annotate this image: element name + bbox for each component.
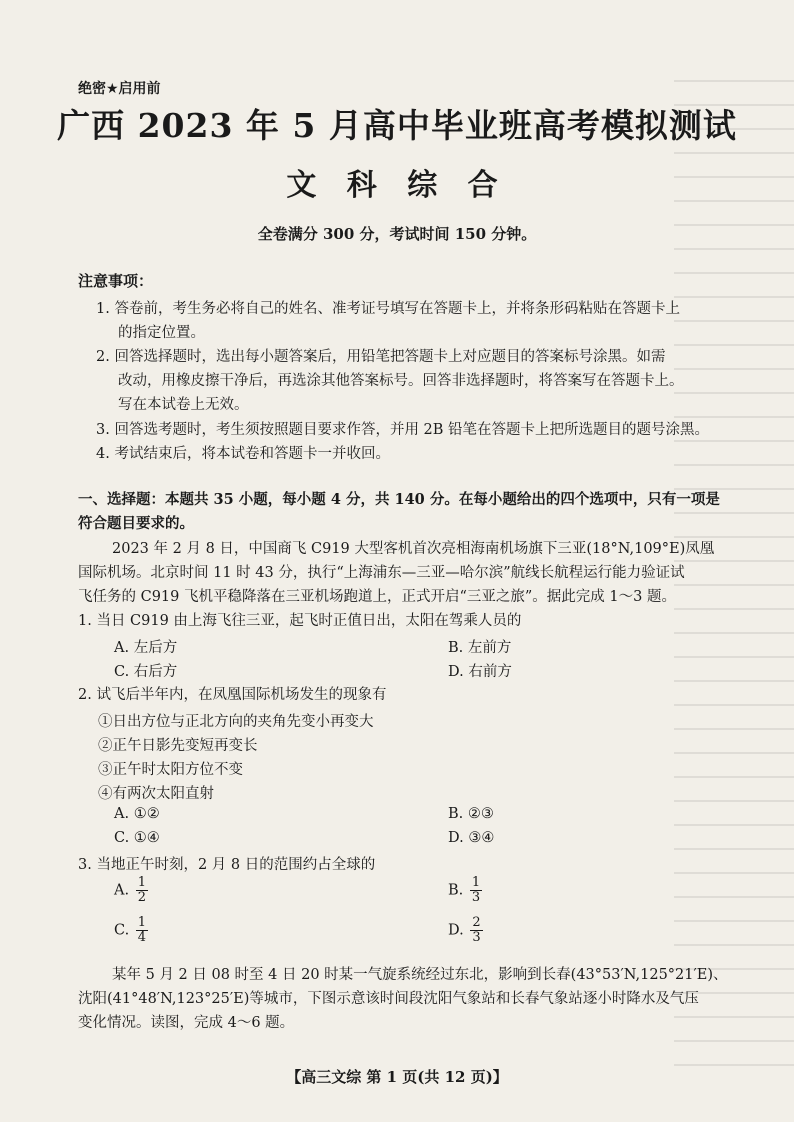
q1-option-a: A. 左后方 [114,640,178,656]
q2-item: ④有两次太阳直射 [98,786,214,802]
q2-option-d: D. ③④ [448,830,495,846]
exam-subject: 文 科 综 合 [286,168,508,203]
fraction [136,916,148,945]
q2-item: ②正午日影先变短再变长 [98,738,258,754]
fraction-numerator: 1 [137,875,146,890]
passage-line: 沈阳(41°48′N,123°25′E)等城市，下图示意该时间段沈阳气象站和长春气象站逐小时降水及气压 [78,991,699,1007]
option-letter: C. [114,922,130,939]
option-letter: A. [114,882,130,899]
note-line: 4. 考试结束后，将本试卷和答题卡一并收回。 [96,446,390,462]
passage-line: 国际机场。北京时间 11 时 43 分，执行“上海浦东—三亚—哈尔滨”航线长航程运行能力验证试 [78,565,685,581]
q2-item: ③正午时太阳方位不变 [98,762,243,778]
note-line: 2. 回答选择题时，选出每小题答案后，用铅笔把答题卡上对应题目的答案标号涂黑。如需 [96,349,666,365]
q3-option-d [448,916,483,945]
question-2-stem: 2. 试飞后半年内，在凤凰国际机场发生的现象有 [78,687,387,703]
question-1-stem: 1. 当日 C919 由上海飞往三亚，起飞时正值日出，太阳在驾乘人员的 [78,613,522,629]
note-line: 的指定位置。 [118,325,205,341]
note-line: 1. 答卷前，考生务必将自己的姓名、准考证号填写在答题卡上，并将条形码粘贴在答题卡上 [96,301,680,317]
page-footer: 【高三文综 第 1 页(共 12 页)】 [286,1068,508,1086]
passage-line: 变化情况。读图，完成 4～6 题。 [78,1015,295,1031]
q3-option-a [114,876,148,905]
q2-option-a: A. ①② [114,806,160,822]
note-line: 3. 回答选考题时，考生须按照题目要求作答，并用 2B 铅笔在答题卡上把所选题目的题号涂黑。 [96,422,710,438]
option-letter: B. [448,882,464,899]
q1-option-d: D. 右前方 [448,664,512,680]
fraction [136,876,148,905]
passage-line: 飞任务的 C919 飞机平稳降落在三亚机场跑道上，正式开启“三亚之旅”。据此完成 1～3 题。 [78,589,676,605]
fraction [470,876,482,905]
passage-line: 某年 5 月 2 日 08 时至 4 日 20 时某一气旋系统经过东北，影响到长春(43°53′N,125°21′E)、 [112,967,728,983]
section-heading: 符合题目要求的。 [78,515,194,532]
fraction-numerator: 1 [137,915,147,930]
exam-title: 广西 2023 年 5 月高中毕业班高考模拟测试 [57,106,737,145]
q2-option-b: B. ②③ [448,806,494,822]
q1-option-b: B. 左前方 [448,640,512,656]
note-line: 改动，用橡皮擦干净后，再选涂其他答案标号。回答非选择题时，将答案写在答题卡上。 [118,373,684,389]
q3-option-b [448,876,482,905]
score-line: 全卷满分 300 分，考试时间 150 分钟。 [257,225,537,243]
q3-option-c [114,916,148,945]
fraction-denominator: 4 [137,930,147,945]
section-heading: 一、选择题：本题共 35 小题，每小题 4 分，共 140 分。在每小题给出的四个选项中，只有一项是 [78,491,720,508]
q2-option-c: C. ①④ [114,830,160,846]
fraction [470,916,482,945]
fraction-denominator: 3 [471,890,481,905]
fraction-numerator: 2 [472,915,481,930]
q2-item: ①日出方位与正北方向的夹角先变小再变大 [98,714,374,730]
question-3-stem: 3. 当地正午时刻，2 月 8 日的范围约占全球的 [78,857,376,873]
fraction-denominator: 3 [472,930,481,945]
option-letter: D. [448,922,464,939]
note-line: 写在本试卷上无效。 [118,397,249,413]
notes-title: 注意事项： [78,272,154,290]
q1-option-c: C. 右后方 [114,664,178,680]
passage-line: 2023 年 2 月 8 日，中国商飞 C919 大型客机首次亮相海南机场旗下三亚(18°N,109°E)凤凰 [112,541,715,557]
fraction-numerator: 1 [471,875,481,890]
fraction-denominator: 2 [137,890,146,905]
secret-label: 绝密★启用前 [78,81,161,97]
